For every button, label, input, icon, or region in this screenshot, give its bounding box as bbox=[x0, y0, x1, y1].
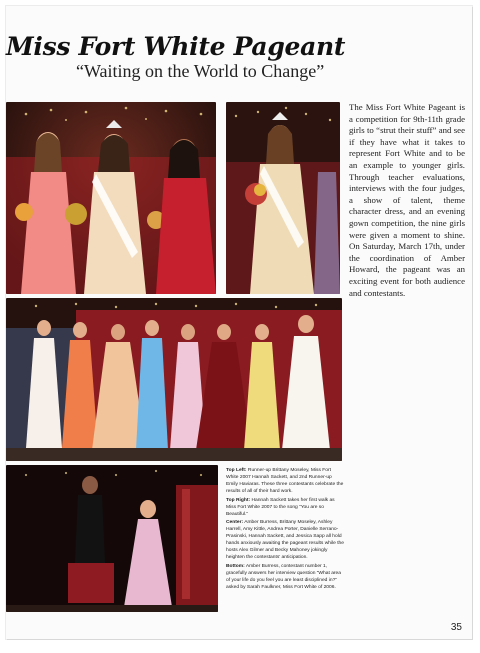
caption-top-right bbox=[226, 497, 344, 518]
page-number: 35 bbox=[450, 622, 462, 633]
caption-text: Amber Burress, Brittany Moseley, Ashley Harrell, Amy Kittle, Andrea Porter, Danielle Serrano-Prasinski, Hannah Sackett, and Jessica Sapp all hold hands anxiously awaiting the pageant results while the hosts Alex Gilmer and Becky Mahoney jokingly heighten the contestants’ anticipation. bbox=[226, 520, 344, 561]
caption-label: Center: bbox=[226, 520, 244, 526]
caption-label: Top Left: bbox=[226, 468, 247, 473]
caption-center bbox=[226, 519, 344, 561]
page-title: Miss Fort White Pageant bbox=[6, 32, 346, 61]
caption-label: Bottom: bbox=[226, 563, 245, 569]
intro-paragraph: The Miss Fort White Pageant is a competition for 9th-11th grade girls to “strut their stuff” and see if they have what it takes to represent Fort White and to be an example to younger girls. Through teacher evaluations, interviews with the four judges, a show of talent, theme character dress, and an evening gown competition, the nine girls were given a moment to shine. On Saturday, March 17th, under the coordination of Amber Howard, the pageant was an exciting event for both audience and contestants. bbox=[349, 102, 465, 298]
photo-center bbox=[6, 298, 342, 461]
yearbook-page bbox=[6, 6, 472, 639]
caption-label: Top Right: bbox=[226, 497, 251, 503]
page-subtitle: “Waiting on the World to Change” bbox=[76, 61, 325, 81]
caption-text: Hannah Sackett takes her first walk as Miss Fort White 2007 to the song “You are so Beautiful.” bbox=[226, 497, 335, 517]
photo-top-left bbox=[6, 102, 216, 294]
caption-text: Amber Burress, contestant number 1, gracefully answers her interview question “What area of your life do you feel you are least disciplined in?” asked by Sarah Faulkner, Miss Fort White of 2006. bbox=[226, 563, 341, 590]
photo-top-right bbox=[226, 102, 340, 294]
photo-bottom bbox=[6, 465, 218, 612]
caption-top-left bbox=[226, 467, 344, 495]
caption-bottom bbox=[226, 563, 344, 591]
caption-text: Runner-up Brittany Moseley, Miss Fort White 2007 Hannah Sackett, and 2nd Runner-up Emily Haviaras. These three contestants celebrate the results of all of their hard work. bbox=[226, 468, 344, 494]
photo-captions bbox=[226, 467, 344, 592]
